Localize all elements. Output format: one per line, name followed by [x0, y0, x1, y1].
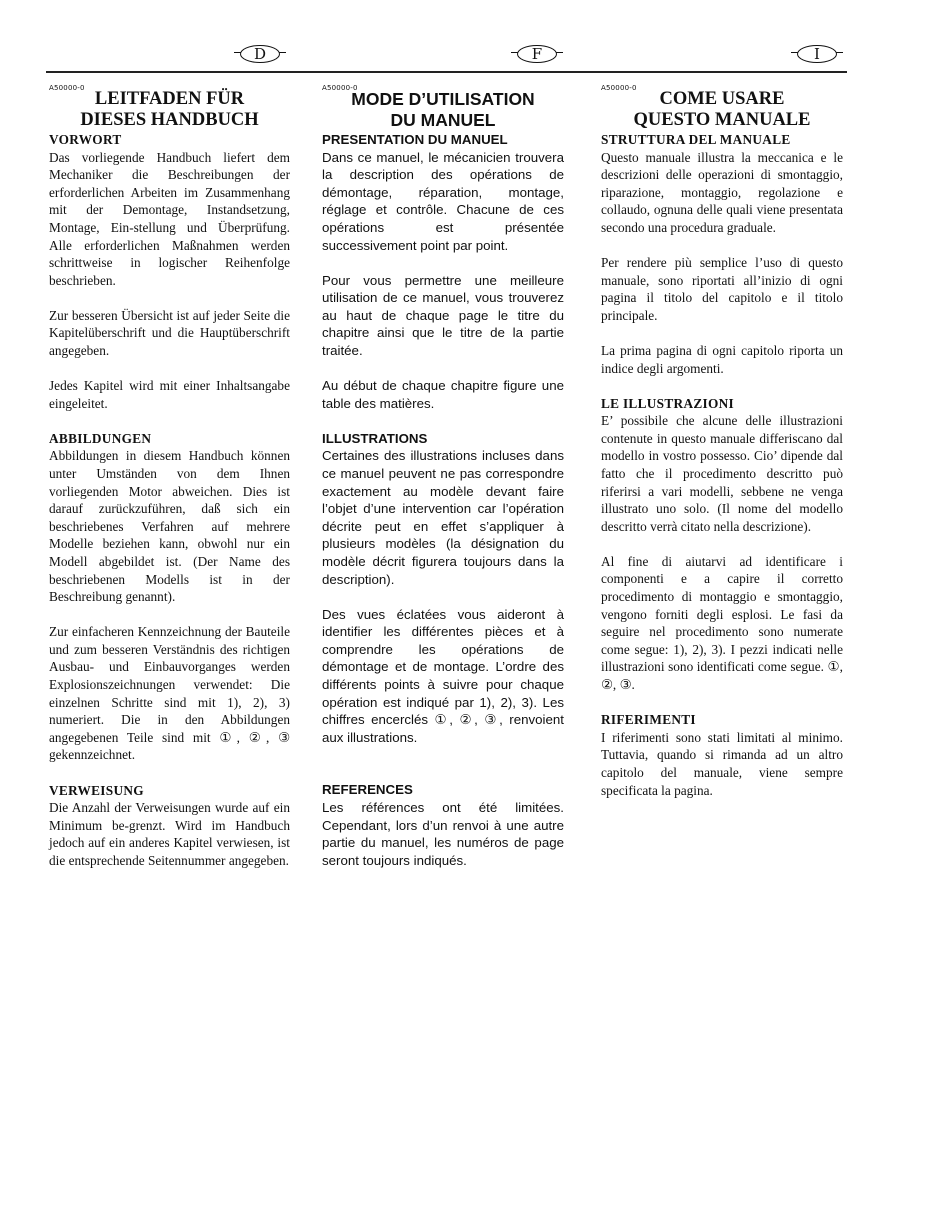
paragraph: Pour vous permettre une meilleure utilisation de ce manuel, vous trouverez au haut de chaque page le titre du chapitre ainsi que le titre de la partie traitée. [322, 272, 564, 359]
page-title-line2: DIESES HANDBUCH [80, 110, 259, 130]
paragraph: Das vorliegende Handbuch liefert dem Mechaniker die Beschreibungen der erforderlichen Arbeiten im Zusammenhang mit der Demontage, Instandsetzung, Montage, Ein-stellung und Überprüfung. Alle erforderlichen Maßnahmen werden schrittweise in logischer Reihenfolge beschrieben. [49, 149, 290, 288]
language-badge-it [791, 41, 843, 67]
paragraph: Al fine di aiutarvi ad identificare i componenti e a capire il corretto procedimento di montaggio e smontaggio, vengono forniti degli esplosi. Le fasi da seguire nel procedimento sono numerate come segue: 1), 2), 3). I pezzi indicati nelle illustrazioni sono identificati come segue. ①, ②, ③. [601, 553, 843, 693]
section-heading-abbildungen: ABBILDUNGEN [49, 430, 152, 446]
section-heading-riferimenti: RIFERIMENTI [601, 712, 696, 728]
column-french [322, 80, 564, 869]
badge-label-de: D [253, 44, 267, 63]
section-code: A50000-0 [601, 84, 637, 92]
paragraph: Abbildungen in diesem Handbuch können unter Umständen von dem Ihnen vorliegenden Motor abweichen. Dies ist darauf zurückzuführen, daß sich ein beschriebenes Verfahren auf mehrere Modelle beziehen kann, obwohl nur ein Modell abgebildet ist. (Der Name des beschriebenen Modells ist in der Beschreibung genannt). [49, 448, 290, 605]
paragraph: Des vues éclatées vous aideront à identifier les différentes pièces et à comprendre les opérations de démontage et de montage. L’ordre des différents points à suivre pour chaque opération est indiqué par 1), 2), 3). Les chiffres encerclés ①, ②, ③, renvoient aux illustrations. [322, 606, 564, 745]
column-italian [601, 80, 843, 799]
page-title-line2: DU MANUEL [390, 110, 496, 130]
section-code: A50000-0 [322, 84, 358, 92]
section-heading-verweisung: VERWEISUNG [49, 782, 144, 798]
badge-label-fr: F [531, 44, 543, 63]
language-badge-de [234, 41, 286, 67]
paragraph: Zur besseren Übersicht ist auf jeder Seite die Kapitelüberschrift und die Hauptüberschrift angegeben. [49, 307, 290, 359]
paragraph: Questo manuale illustra la meccanica e le descrizioni delle operazioni di smontaggio, riparazione, montaggio, regolazione e collaudo, ognuna delle quali viene presentata secondo una procedura graduale. [601, 149, 843, 235]
section-heading-struttura: STRUTTURA DEL MANUALE [601, 132, 791, 147]
column-german [49, 80, 290, 869]
page-title-line1: LEITFADEN FÜR [94, 89, 245, 109]
paragraph: I riferimenti sono stati limitati al minimo. Tuttavia, quando si rimanda ad un altro capitolo del manuale, viene sempre specificata la pagina. [601, 729, 843, 798]
section-heading-references: REFERENCES [322, 782, 413, 798]
section-heading-presentation: PRESENTATION DU MANUEL [322, 132, 508, 147]
page-title-line2: QUESTO MANUALE [633, 110, 811, 130]
page-title-line1: MODE D’UTILISATION [351, 89, 535, 109]
paragraph: La prima pagina di ogni capitolo riporta un indice degli argomenti. [601, 342, 843, 376]
page-title-line1: COME USARE [659, 89, 785, 109]
section-heading-illustrazioni: LE ILLUSTRAZIONI [601, 395, 735, 411]
section-code: A50000-0 [49, 84, 85, 92]
section-heading-illustrations: ILLUSTRATIONS [322, 430, 428, 446]
paragraph: Dans ce manuel, le mécanicien trouvera la description des opérations de démontage, réparation, montage, réglage et contrôle. Chacune de ces opérations est présentée successivement point par point. [322, 149, 564, 253]
paragraph: Die Anzahl der Verweisungen wurde auf ein Minimum be-grenzt. Wird im Handbuch jedoch auf ein anderes Kapitel verwiesen, ist die entsprechende Seitennummer angegeben. [49, 800, 290, 868]
paragraph: Les références ont été limitées. Cependant, lors d’un renvoi à une autre partie du manuel, les numéros de page seront toujours indiqués. [322, 800, 564, 868]
section-heading-vorwort: VORWORT [49, 132, 122, 147]
paragraph: Certaines des illustrations incluses dans ce manuel peuvent ne pas correspondre exactement au modèle devant faire l’objet d’une intervention car l’opération décrite peut en effet s’appliquer à plusieurs modèles (la désignation du modèle décrit figurera toujours dans la description). [322, 448, 564, 587]
paragraph: E’ possibile che alcune delle illustrazioni contenute in questo manuale differiscano dal modello in vostro possesso. Cio’ dipende dal fatto che il procedimento descritto può riferirsi a vari modelli, sebbene ne venga illustrato uno solo. (Il nome del modello descritto verrà citato nella descrizione). [601, 413, 843, 534]
paragraph: Per rendere più semplice l’uso di questo manuale, sono riportati all’inizio di ogni pagina il titolo del capitolo e il titolo principale. [601, 255, 843, 323]
paragraph: Au début de chaque chapitre figure une table des matières. [322, 378, 564, 411]
language-badge-fr [511, 41, 563, 67]
paragraph: Jedes Kapitel wird mit einer Inhaltsangabe eingeleitet. [49, 378, 290, 411]
header-rule [46, 71, 847, 73]
badge-label-it: I [814, 44, 820, 63]
paragraph: Zur einfacheren Kennzeichnung der Bauteile und zum besseren Verständnis des richtigen Ausbau- und Einbauvorganges werden Explosionszeichnungen verwendet: Die einzelnen Schritte sind mit 1), 2), 3) numeriert. Die in den Abbildungen angegebenen Teile sind mit ①, ②, ③ gekennzeichnet. [49, 624, 290, 763]
